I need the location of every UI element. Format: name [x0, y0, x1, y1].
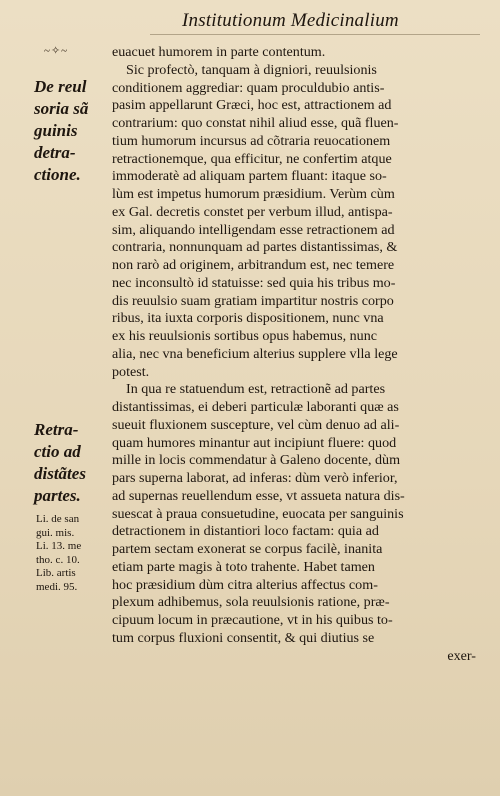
margin-note-line: soria sã: [34, 99, 89, 118]
text-line: retractionemque, qua efficitur, ne confertim atque: [112, 150, 392, 167]
margin-reference-line: medi. 95.: [36, 580, 78, 593]
text-line: ribus, ita iuxta corporis dispositionem, nunc vna: [112, 310, 384, 327]
margin-reference-line: Li. 13. me: [36, 540, 82, 552]
margin-reference-line: Lib. artis: [36, 567, 76, 579]
ornament-mark: ~✧~: [44, 45, 69, 57]
text-line: distantissimas, ei deberi particulæ laboranti quæ as: [112, 399, 399, 415]
margin-references: [36, 513, 112, 594]
margin-reference-line: gui. mis.: [36, 526, 75, 539]
margin-note-line: ctione.: [34, 165, 81, 184]
text-line: contraria, nonnunquam ad partes distantissimas, &: [112, 239, 398, 256]
text-line: dis reuulsio suam gratiam impartitur nostris corpo: [112, 292, 394, 309]
margin-note-line: detra-: [34, 143, 76, 162]
text-line: detractionem in distantiori loco factam: quia ad: [112, 523, 379, 540]
header-rule: [150, 34, 480, 35]
text-line: partem sectam exonerat se corpus facilè, inanita: [112, 541, 383, 557]
text-line: etiam parte magis à toto trahente. Habet tamen: [112, 558, 375, 575]
text-line: potest.: [112, 363, 150, 380]
text-line: tium humorum incursus ad cõtraria reuocationem: [112, 132, 391, 149]
text-line: quam humores minantur aut incipiunt fluere: quod: [112, 434, 397, 451]
catchword: exer-: [447, 647, 476, 664]
text-line: non rarò ad originem, arbitrandum est, nec temere: [112, 257, 395, 273]
margin-note-line: Retra-: [34, 420, 79, 439]
margin-reference-line: tho. c. 10.: [36, 553, 80, 566]
margin-note-line: distãtes: [34, 464, 86, 483]
text-line: ex his reuulsionis sortibus opus habemus, nunc: [112, 328, 378, 344]
text-line: suescat à praua consuetudine, euocata per sanguinis: [112, 505, 404, 522]
running-head: Institutionum Medicinalium: [182, 10, 399, 31]
text-line: euacuet humorem in parte contentum.: [112, 44, 326, 60]
text-line: hoc præsidium dùm citra alterius affectus com-: [112, 576, 378, 593]
text-line: In qua re statuendum est, retractionẽ ad partes: [126, 381, 386, 398]
text-line: pasim appellarunt Græci, hoc est, attractionem ad: [112, 97, 392, 114]
text-line: lùm est impetus humorum præsidium. Verùm cùm: [112, 186, 395, 202]
text-line: nec inconsultò id statuisse: sed quia his tribus mo-: [112, 274, 396, 291]
text-line: conditionem aggrediar: quam proculdubio antis-: [112, 79, 385, 96]
margin-note-line: partes.: [34, 486, 81, 505]
text-line: sueuit fluxionem suscepture, vel cùm denuo ad ali-: [112, 416, 400, 433]
margin-note-line: De reul: [34, 77, 87, 96]
text-line: plexum adhibemus, sola reuulsionis ratione, præ-: [112, 594, 390, 611]
margin-reference-line: Li. de san: [36, 513, 80, 525]
text-line: Sic profectò, tanquam à digniori, reuulsionis: [126, 61, 377, 78]
text-line: contrarium: quo constat nihil aliud esse, quã fluen-: [112, 115, 399, 131]
text-line: alia, nec vna beneficium alterius supplere vlla lege: [112, 345, 398, 362]
text-line: pars superna laborat, ad inferas: dùm verò inferior,: [112, 470, 398, 486]
text-line: ex Gal. decretis constet per verbum illud, antispa-: [112, 203, 393, 220]
text-line: cipuum locum in præcautione, vt in his quibus to-: [112, 612, 393, 628]
margin-note-retraction: [34, 419, 110, 507]
margin-note-line: ctio ad: [34, 442, 81, 461]
text-line: immoderatè ad aliquam partem fluant: itaque so-: [112, 168, 387, 185]
text-line: sim, aliquando intelligendam esse retractionem ad: [112, 221, 395, 238]
text-line: tum corpus fluxioni consentit, & qui diutius se: [112, 629, 375, 646]
text-line: ad supernas reuellendum esse, vt assueta natura dis-: [112, 487, 405, 504]
margin-note-blood-revulsion: [34, 76, 110, 186]
main-text-block: [112, 44, 484, 665]
text-line: mille in locis commendatur à Galeno docente, dùm: [112, 452, 401, 469]
margin-note-line: guinis: [34, 121, 78, 140]
